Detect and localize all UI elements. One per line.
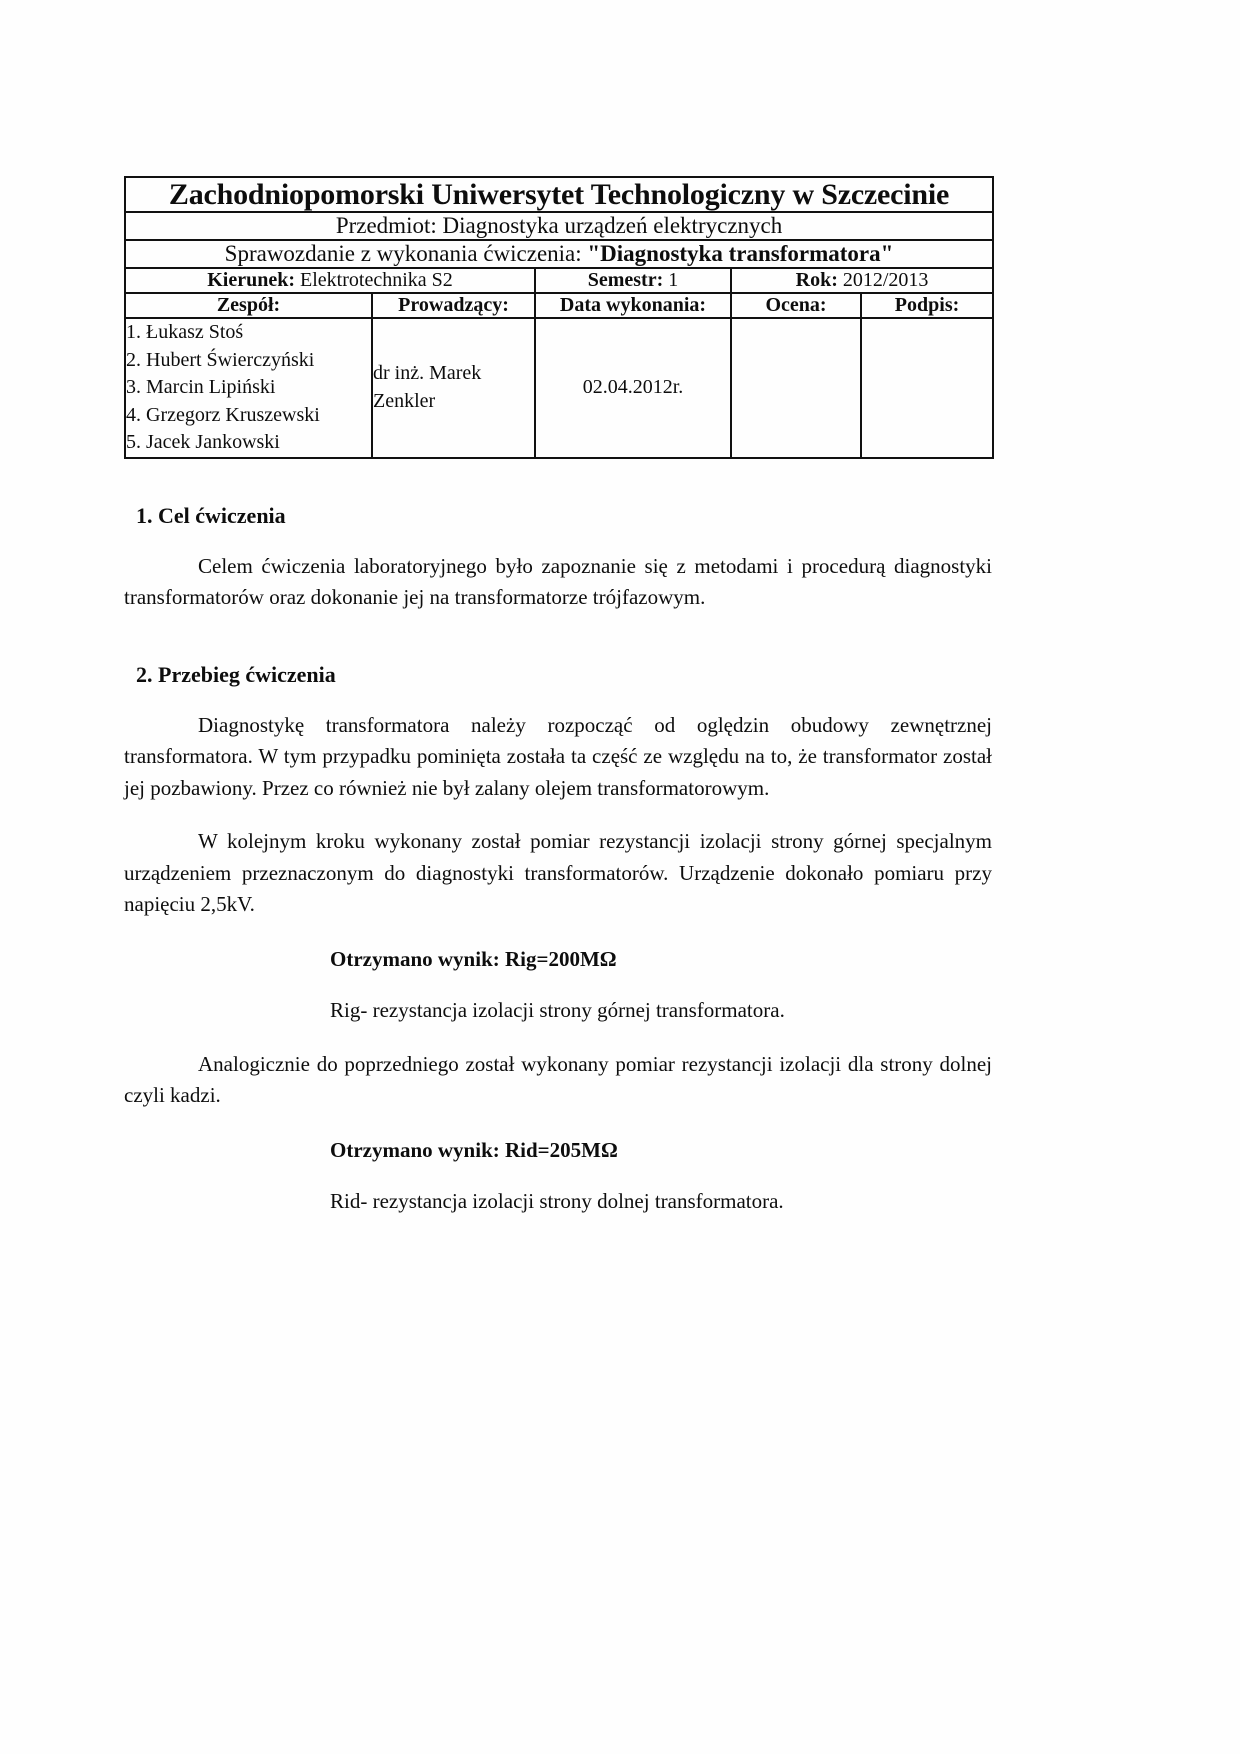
- section-heading-2: 2. Przebieg ćwiczenia: [136, 661, 336, 687]
- supervisor-cell: [372, 318, 535, 458]
- header-date: Data wykonania:: [535, 293, 731, 318]
- list-item: 5. Jacek Jankowski: [126, 431, 280, 454]
- table-row-entries: [125, 318, 993, 458]
- date-cell: 02.04.2012r.: [535, 318, 731, 458]
- subject-cell: [125, 212, 993, 240]
- report-title-cell: [125, 240, 993, 268]
- team-member-list: [126, 319, 371, 457]
- signature-cell: [861, 318, 993, 458]
- section-heading-1: 1. Cel ćwiczenia: [136, 502, 286, 528]
- measurement-result-rid: Otrzymano wynik: Rid=205MΩ: [330, 1137, 618, 1162]
- measurement-result-rig: Otrzymano wynik: Rig=200MΩ: [330, 946, 617, 971]
- header-supervisor: Prowadzący:: [372, 293, 535, 318]
- university-title: Zachodniopomorski Uniwersytet Technologiczny w Szczecinie: [125, 177, 993, 212]
- supervisor-name: dr inż. Marek Zenkler: [373, 362, 482, 412]
- field-of-study-cell: [125, 268, 535, 293]
- section-2-paragraph-1: Diagnostykę transformatora należy rozpocząć od oględzin obudowy zewnętrznej transformatora. W tym przypadku pominięta została ta część ze względu na to, że transformator został jej pozbawiony. Przez co również nie był zalany olejem transformatorowym.: [124, 712, 992, 800]
- list-item: 3. Marcin Lipiński: [126, 376, 276, 399]
- table-row-course-info: [125, 268, 993, 293]
- grade-cell: [731, 318, 861, 458]
- field-value: Elektrotechnika S2: [300, 269, 453, 291]
- field-label: Kierunek:: [207, 269, 296, 291]
- semester-cell: [535, 268, 731, 293]
- table-row-subject: [125, 212, 993, 240]
- year-cell: [731, 268, 993, 293]
- section-przebieg-cwiczenia: [124, 662, 992, 1214]
- report-label: Sprawozdanie z wykonania ćwiczenia:: [224, 241, 582, 266]
- section-cel-cwiczenia: [124, 503, 992, 614]
- list-item: 4. Grzegorz Kruszewski: [126, 403, 320, 426]
- semester-value: 1: [668, 269, 679, 291]
- measurement-note-rid: Rid- rezystancja izolacji strony dolnej transformatora.: [330, 1188, 784, 1213]
- table-row-university: [125, 177, 993, 212]
- header-grade: Ocena:: [731, 293, 861, 318]
- subject-label: Przedmiot:: [335, 213, 437, 238]
- table-row-report-title: [125, 240, 993, 268]
- section-1-paragraph-1: Celem ćwiczenia laboratoryjnego było zapoznanie się z metodami i procedurą diagnostyki transformatorów oraz dokonanie jej na transformatorze trójfazowym.: [124, 553, 992, 610]
- subject-value: Diagnostyka urządzeń elektrycznych: [442, 213, 783, 238]
- list-item: 2. Hubert Świerczyński: [126, 348, 315, 371]
- document-content: [124, 176, 992, 1240]
- semester-label: Semestr:: [587, 269, 664, 291]
- list-item: 1. Łukasz Stoś: [126, 321, 244, 343]
- year-value: 2012/2013: [842, 269, 929, 291]
- report-title: "Diagnostyka transformatora": [587, 241, 894, 266]
- team-members-cell: [125, 318, 372, 458]
- measurement-note-rig: Rig- rezystancja izolacji strony górnej transformatora.: [330, 997, 785, 1022]
- table-row-column-headers: [125, 293, 993, 318]
- report-header-table: [124, 176, 994, 459]
- header-team: Zespół:: [125, 293, 372, 318]
- header-signature: Podpis:: [861, 293, 993, 318]
- section-2-paragraph-2: W kolejnym kroku wykonany został pomiar rezystancji izolacji strony górnej specjalnym urządzeniem przeznaczonym do diagnostyki transformatorów. Urządzenie dokonało pomiaru przy napięciu 2,5kV.: [124, 829, 992, 917]
- section-2-paragraph-3: Analogicznie do poprzedniego został wykonany pomiar rezystancji izolacji dla strony dolnej czyli kadzi.: [124, 1051, 992, 1108]
- year-label: Rok:: [795, 269, 838, 291]
